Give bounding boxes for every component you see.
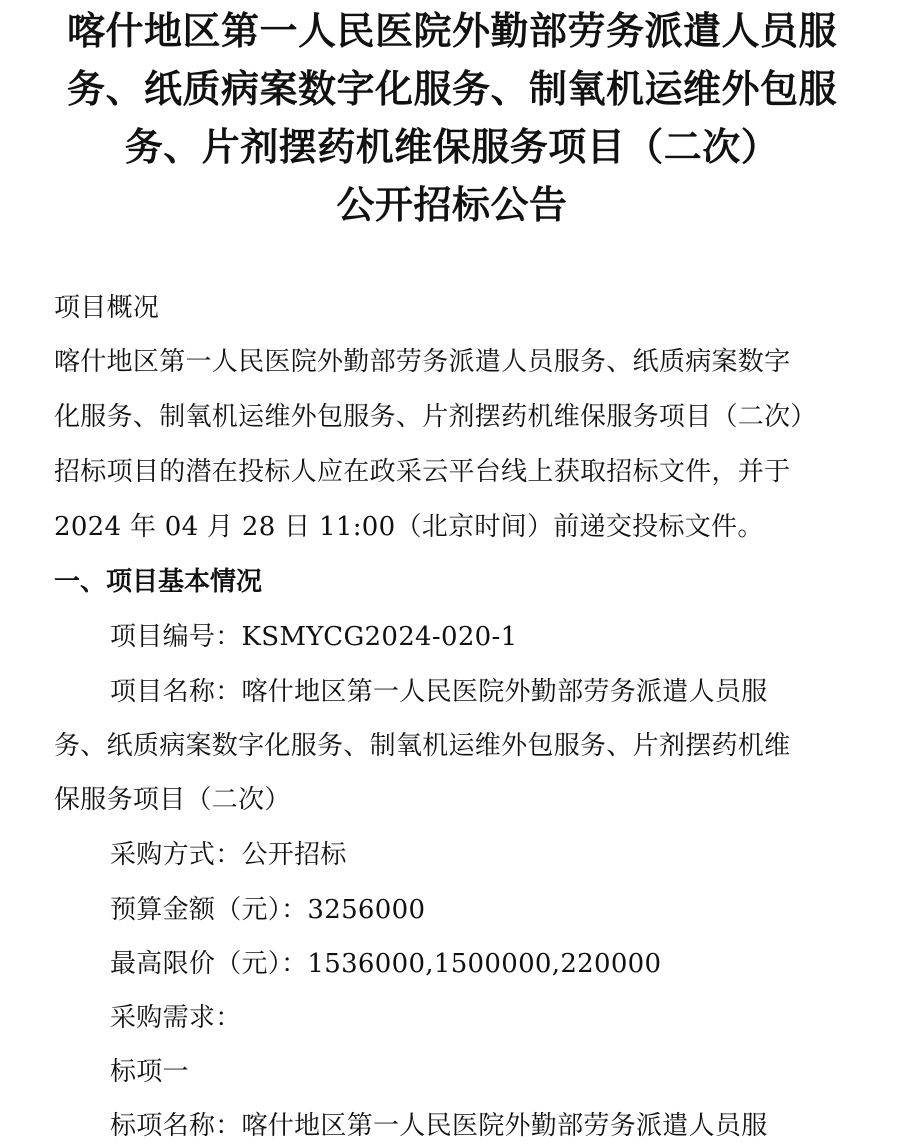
title-line-2: 务、纸质病案数字化服务、制氧机运维外包服: [66, 67, 837, 111]
title-line-4: 公开招标公告: [336, 183, 568, 227]
procurement-demand: 采购需求：: [110, 1003, 242, 1033]
project-name-line-3: 保服务项目（二次）: [54, 785, 291, 815]
procurement-method: 采购方式：公开招标: [110, 840, 347, 870]
lot-name: 标项名称：喀什地区第一人民医院外勤部劳务派遣人员服: [110, 1111, 768, 1141]
title-line-1: 喀什地区第一人民医院外勤部劳务派遣人员服: [66, 9, 837, 53]
project-number: 项目编号：KSMYCG2024-020-1: [110, 622, 518, 652]
overview-line-1: 喀什地区第一人民医院外勤部劳务派遣人员服务、纸质病案数字: [54, 347, 791, 377]
title-line-3: 务、片剂摆药机维保服务项目（二次）: [124, 125, 780, 169]
overview-line-2: 化服务、制氧机运维外包服务、片剂摆药机维保服务项目（二次）: [54, 402, 817, 432]
overview-line-4: 2024 年 04 月 28 日 11:00（北京时间）前递交投标文件。: [54, 512, 764, 542]
project-name-line-1: 项目名称：喀什地区第一人民医院外勤部劳务派遣人员服: [110, 677, 768, 707]
overview-line-3: 招标项目的潜在投标人应在政采云平台线上获取招标文件，并于: [54, 457, 791, 487]
budget-amount: 预算金额（元）：3256000: [110, 895, 426, 925]
overview-label: 项目概况: [54, 293, 160, 323]
lot-one: 标项一: [110, 1057, 189, 1087]
section-1-heading: 一、项目基本情况: [54, 567, 263, 597]
max-price: 最高限价（元）：1536000,1500000,220000: [110, 949, 662, 979]
project-name-line-2: 务、纸质病案数字化服务、制氧机运维外包服务、片剂摆药机维: [54, 731, 791, 761]
